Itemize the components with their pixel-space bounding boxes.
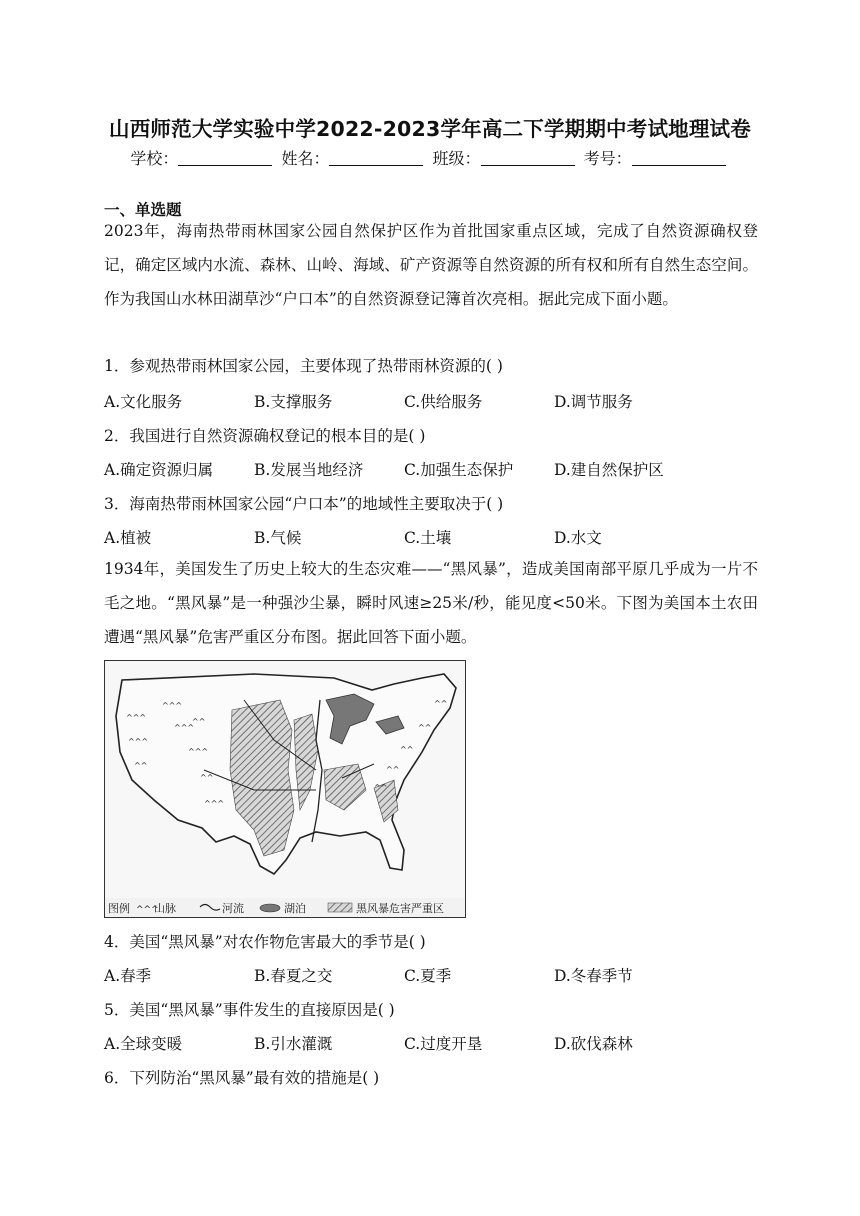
- q2-option-c: C.加强生态保护: [404, 461, 514, 479]
- q4-option-c: C.夏季: [404, 967, 452, 985]
- svg-text:^^: ^^: [374, 783, 388, 792]
- passage-1: 2023年，海南热带雨林国家公园自然保护区作为首批国家重点区域，完成了自然资源确权登记，确定区域内水流、森林、山岭、海域、矿产资源等自然资源的所有权和所有自然生态空间。作为我国山水林田湖草沙“户口本”的自然资源登记簿首次亮相。据此完成下面小题。: [104, 222, 758, 308]
- svg-text:^^: ^^: [400, 745, 414, 754]
- q4-option-b: B.春夏之交: [254, 967, 333, 985]
- q2-option-b: B.发展当地经济: [254, 461, 364, 479]
- exam-number-label: 考号：: [583, 149, 632, 168]
- svg-text:^^: ^^: [192, 717, 206, 726]
- svg-text:^^^: ^^^: [128, 737, 149, 746]
- q1-option-c: C.供给服务: [404, 393, 483, 411]
- q2-option-a: A.确定资源归属: [104, 461, 214, 479]
- exam-title: 山西师范大学实验中学2022-2023学年高二下学期期中考试地理试卷: [109, 117, 751, 141]
- q3-option-d: D.水文: [554, 529, 602, 547]
- name-label: 姓名：: [281, 149, 330, 168]
- class-label: 班级：: [432, 149, 481, 168]
- q4-option-a: A.春季: [104, 967, 152, 985]
- svg-text:^^^: ^^^: [136, 905, 159, 915]
- q4-option-d: D.冬春季节: [554, 967, 633, 985]
- svg-text:^^: ^^: [386, 765, 400, 774]
- q5-option-d: D.砍伐森林: [554, 1035, 633, 1053]
- legend-dust-bowl: 黑风暴危害严重区: [356, 902, 444, 915]
- q1-option-b: B.支撑服务: [254, 393, 333, 411]
- dust-bowl-map: [104, 660, 466, 918]
- q5-option-c: C.过度开垦: [404, 1035, 483, 1053]
- q3-option-c: C.土壤: [404, 529, 452, 547]
- school-label: 学校：: [130, 149, 179, 168]
- q5-option-b: B.引水灌溉: [254, 1035, 333, 1053]
- svg-text:^^^: ^^^: [162, 701, 183, 710]
- passage-2: 1934年，美国发生了历史上较大的生态灾难——“黑风暴”，造成美国南部平原几乎成为一片不毛之地。“黑风暴”是一种强沙尘暴，瞬时风速≥25米/秒，能见度<50米。下图为美国本土农田遭遇“黑风暴”危害严重区分布图。据此回答下面小题。: [104, 560, 758, 646]
- q1-option-a: A.文化服务: [104, 393, 183, 411]
- legend-river: 河流: [222, 902, 244, 915]
- svg-text:^^: ^^: [418, 723, 432, 732]
- school-blank: [178, 151, 272, 166]
- question-3-stem: 3．海南热带雨林国家公园“户口本”的地域性主要取决于( ): [104, 495, 504, 513]
- svg-text:^^^: ^^^: [174, 723, 195, 732]
- q1-option-d: D.调节服务: [554, 393, 633, 411]
- legend-lake: 湖泊: [284, 902, 306, 915]
- svg-text:^^: ^^: [434, 699, 448, 708]
- svg-text:^^^: ^^^: [188, 747, 209, 756]
- question-4-stem: 4．美国“黑风暴”对农作物危害最大的季节是( ): [104, 933, 426, 951]
- svg-text:^^: ^^: [200, 773, 214, 782]
- q2-option-d: D.建自然保护区: [554, 461, 664, 479]
- question-5-stem: 5．美国“黑风暴”事件发生的直接原因是( ): [104, 1001, 395, 1019]
- question-2-stem: 2．我国进行自然资源确权登记的根本目的是( ): [104, 427, 426, 445]
- question-6-stem: 6．下列防治“黑风暴”最有效的措施是( ): [104, 1069, 380, 1087]
- legend-mountain: 山脉: [154, 902, 176, 915]
- student-info-line: [0, 146, 860, 169]
- section-heading: 一、单选题: [104, 201, 182, 219]
- exam-number-blank: [632, 151, 726, 166]
- svg-text:^^: ^^: [134, 761, 148, 770]
- class-blank: [481, 151, 575, 166]
- svg-text:^^^: ^^^: [126, 713, 147, 722]
- svg-text:^^^: ^^^: [204, 799, 225, 808]
- q3-option-b: B.气候: [254, 529, 302, 547]
- question-1-stem: 1．参观热带雨林国家公园，主要体现了热带雨林资源的( ): [104, 357, 503, 375]
- legend-title: 图例: [108, 902, 130, 915]
- q3-option-a: A.植被: [104, 529, 152, 547]
- name-blank: [329, 151, 423, 166]
- q5-option-a: A.全球变暖: [104, 1035, 183, 1053]
